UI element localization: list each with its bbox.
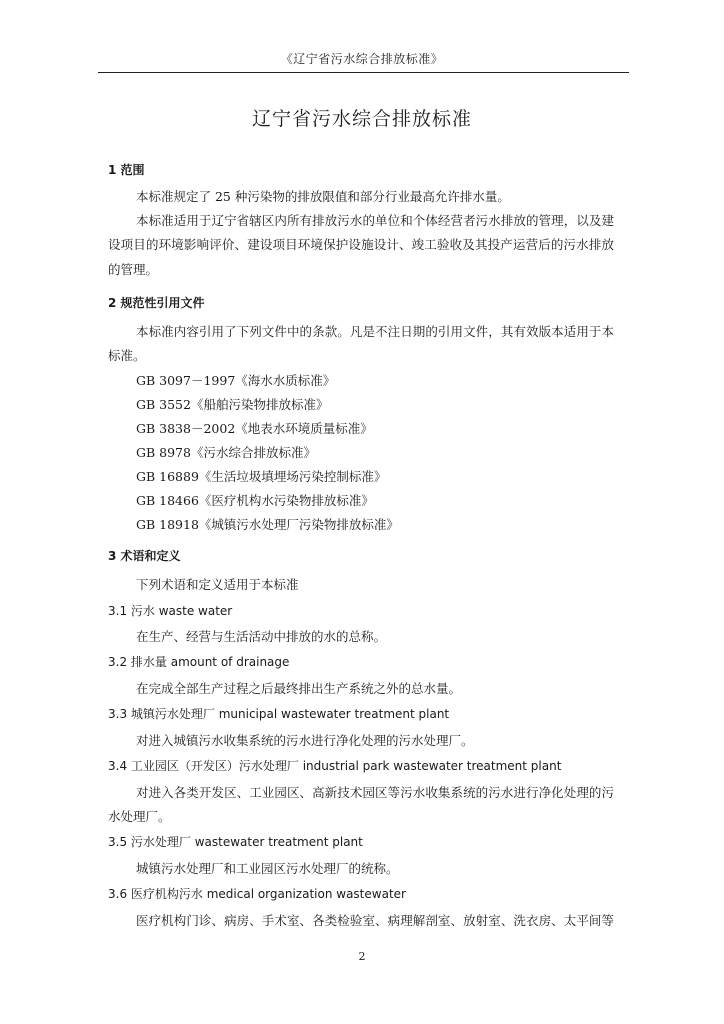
section-2-heading: 2 规范性引用文件 — [108, 296, 205, 310]
running-header: 《辽宁省污水综合排放标准》 — [280, 52, 444, 66]
reference-item: GB 8978《污水综合排放标准》 — [136, 445, 316, 460]
section-2-paragraph: 标准。 — [108, 348, 146, 363]
term-definition: 在生产、经营与生活活动中排放的水的总称。 — [136, 629, 387, 644]
section-1-paragraph: 的管理。 — [108, 262, 159, 277]
term-definition: 医疗机构门诊、病房、手术室、各类检验室、病理解剖室、放射室、洗衣房、太平间等 — [136, 913, 614, 928]
term-heading: 3.6 医疗机构污水 medical organization wastewater — [108, 887, 406, 901]
term-heading: 3.2 排水量 amount of drainage — [108, 655, 290, 669]
section-2-paragraph: 本标准内容引用了下列文件中的条款。凡是不注日期的引用文件，其有效版本适用于本 — [136, 324, 614, 339]
term-heading: 3.3 城镇污水处理厂 municipal wastewater treatment plant — [108, 707, 450, 721]
section-1-paragraph: 设项目的环境影响评价、建设项目环境保护设施设计、竣工验收及其投产运营后的污水排放 — [108, 237, 614, 252]
term-definition: 对进入各类开发区、工业园区、高新技术园区等污水收集系统的污水进行净化处理的污 — [136, 785, 614, 800]
section-3-intro: 下列术语和定义适用于本标准 — [136, 577, 299, 592]
reference-item: GB 18466《医疗机构水污染物排放标准》 — [136, 493, 374, 508]
reference-item: GB 3552《船舶污染物排放标准》 — [136, 397, 329, 412]
section-3-heading: 3 术语和定义 — [108, 549, 181, 563]
reference-item: GB 16889《生活垃圾填埋场污染控制标准》 — [136, 469, 387, 484]
term-heading: 3.4 工业园区（开发区）污水处理厂 industrial park wastewater treatment plant — [108, 759, 562, 773]
section-1-paragraph: 本标准适用于辽宁省辖区内所有排放污水的单位和个体经营者污水排放的管理，以及建 — [136, 213, 614, 228]
reference-item: GB 3838－2002《地表水环境质量标准》 — [136, 421, 373, 436]
term-heading: 3.1 污水 waste water — [108, 604, 233, 618]
header-divider — [98, 72, 629, 73]
section-1-heading: 1 范围 — [108, 163, 145, 177]
section-1-paragraph: 本标准规定了 25 种污染物的排放限值和部分行业最高允许排水量。 — [136, 189, 510, 204]
term-heading: 3.5 污水处理厂 wastewater treatment plant — [108, 835, 363, 849]
document-title: 辽宁省污水综合排放标准 — [251, 108, 472, 130]
term-definition: 城镇污水处理厂和工业园区污水处理厂的统称。 — [136, 861, 399, 876]
reference-item: GB 3097－1997《海水水质标准》 — [136, 373, 336, 388]
term-definition: 在完成全部生产过程之后最终排出生产系统之外的总水量。 — [136, 681, 462, 696]
reference-item: GB 18918《城镇污水处理厂污染物排放标准》 — [136, 517, 399, 532]
term-definition: 水处理厂。 — [108, 809, 171, 824]
page-number: 2 — [358, 950, 366, 963]
term-definition: 对进入城镇污水收集系统的污水进行净化处理的污水处理厂。 — [136, 733, 474, 748]
